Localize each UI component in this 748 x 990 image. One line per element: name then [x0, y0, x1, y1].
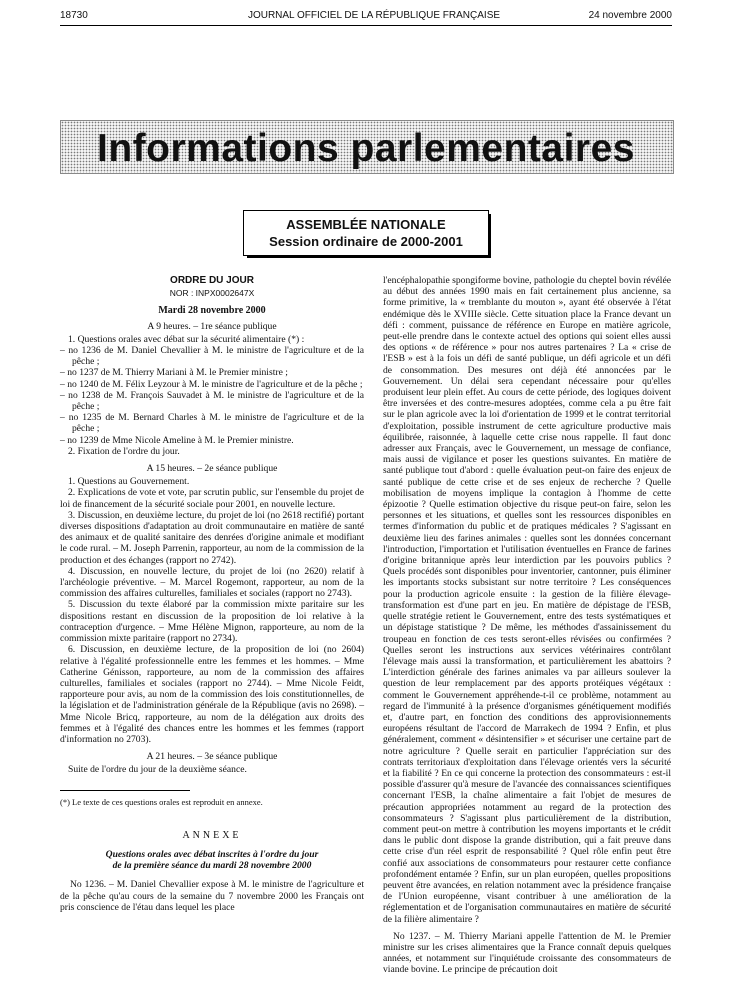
questions-title-line-1: Questions orales avec débat inscrites à l'ordre du jour — [105, 848, 319, 860]
right-column — [383, 275, 671, 976]
seance-1-heading: A 9 heures. – 1re séance publique — [147, 320, 277, 332]
session-name: Session ordinaire de 2000-2001 — [269, 234, 463, 249]
question-1236-continued: l'encéphalopathie spongiforme bovine, pathologie du cheptel bovin révélée au début des années 1990 mais en fait certainement plus ancienne, sa forme primitive, la « tremblante du mouton », ayant été observée à l'état endémique dès le XVIIIe siècle. Cette situation place la France devant un défi : comment, puissance de référence en Europe en matière agricole, peut-elle prendre dans le contexte actuel des options qui soient elles aussi des options « de référence » pour nos autres partenaires ? La « crise de l'ESB » est à la fois un défi de santé publique, un défi agricole et un défi de consommation. Des mesures ont déjà été annoncées par le Gouvernement. Un délai sera cependant nécessaire pour qu'elles produisent leur plein effet. Au cours de cette période, des logiques doivent être inversées et des contre-mesures adoptées, comme cela a pu être fait sur le plan agricole avec la loi d'orientation de 1999 et le contrat territorial d'exploitation, possible instrument de cette agriculture productive mais équilibrée, raisonnée, à laquelle cette crise nous rappelle. Il faut donc adresser aux Français, avec le Gouvernement, un message de confiance, mais aussi de vigilance et poser les questions suivantes. En matière de santé publique tout d'abord : quelle évaluation peut-on faire des enjeux de santé publique de cette crise et de ses enjeux de recherche ? Quelle mobilisation de moyens implique la contagion à l'homme de cette épizootie ? Quelle estimation objective du risque peut-on faire, selon les personnes et les situations, et quelles sont les ressources disponibles en termes d'information du public et de pratiques médicales ? S'agissant en deuxième lieu des farines animales : quelles sont les données concernant l'introduction, l'importation et l'utilisation éventuelles en France de farines d'origine britannique après leur interdiction par les pouvoirs publics ? Quels procédés sont disponibles pour inventorier, cantonner, puis éliminer les importants stocks subsistant sur notre territoire ? Les conséquences pour la production agricole ensuite : la gestion de la filière élevage-transformation est d'une part en jeu. En matière de dépistage de l'ESB, quelle stratégie retient le Gouvernement, entre des tests systématiques et un dépistage statistique ? De même, les méthodes d'assainissement du troupeau en fonction de ces tests seront-elles révisées ou confirmées ? Quelles seront les instructions aux services vétérinaires contrôlant l'élevage mais aussi la transformation, et particulièrement les abattoirs ? L'interdiction générale des farines animales va par ailleurs soulever la question de leur remplacement par des apports protéiques végétaux : comment le Gouvernement appréhende-t-il ce problème, notamment au regard de l'immunité à la présence d'organismes génétiquement modifiés et, d'autre part, en fonction des conditions des approvisionnements européens résultant de l'accord de Marrakech de 1994 ? Enfin, et plus généralement, comment « désintensifier » et sécuriser une certaine part de notre agriculture ? Quelle serait en particulier l'appréciation sur des contrats territoriaux d'exploitation dans l'élevage orientés vers la sécurité et la fiabilité ? En ce qui concerne la protection des consommateurs : est-il possible d'assurer qu'à mesure de l'avancée des connaissances scientifiques concernant l'ESB, la chaîne alimentaire a fait l'objet de mesures de précaution appropriées notamment au regard de la protection des consommateurs ? S'agissant plus particulièrement de la distribution, comment peut-on mettre à contribution les moyens importants et le crédit dans le public dont dispose la grande distribution, qui a fait preuve dans cette crise d'un réel esprit de responsabilité ? Quel rôle enfin peut être confié aux associations de consommateurs pour restaurer cette confiance profondément entamée ? Enfin, sur un plan européen, quelles propositions peuvent être avancées, en relation notamment avec la présidence française de l'Union européenne, visant contribuer à une amélioration de la réglementation et de l'organisation communautaires en matière de sécurité de la filière alimentaire ? — [383, 275, 671, 925]
question-entry: – no 1237 de M. Thierry Mariani à M. le Premier ministre ; — [60, 367, 288, 379]
assembly-name: ASSEMBLÉE NATIONALE — [286, 217, 446, 232]
agenda-item: 1. Questions orales avec débat sur la sécurité alimentaire (*) : — [68, 333, 305, 345]
banner-title: Informations parlementaires — [97, 127, 635, 170]
header-rule — [60, 25, 672, 26]
agenda-item: 1. Questions au Gouvernement. — [68, 476, 190, 488]
footnote-rule — [60, 790, 190, 791]
page-header — [0, 10, 748, 26]
footnote: (*) Le texte de ces questions orales est reproduit en annexe. — [60, 796, 263, 807]
issue-date: 24 novembre 2000 — [588, 10, 672, 21]
agenda-item: 2. Fixation de l'ordre du jour. — [68, 445, 180, 457]
agenda-item: 4. Discussion, en nouvelle lecture, du projet de loi (no 2620) relatif à l'archéologie préventive. – M. Marcel Rogemont, rapporteur, au nom de la commission des affaires culturelles, familiales et sociales (rapport no 2743). — [60, 565, 364, 600]
question-1237-text: No 1237. – M. Thierry Mariani appelle l'attention de M. le Premier ministre sur les crises alimentaires que la France connaît depuis quelques années, et notamment sur l'inquiétude croissante des consommateurs de viande bovine. Le principe de précaution doit — [383, 930, 671, 976]
question-entry: – no 1239 de Mme Nicole Ameline à M. le Premier ministre. — [60, 434, 294, 446]
questions-title-line-2: de la première séance du mardi 28 novembre 2000 — [112, 860, 312, 872]
left-column — [60, 275, 364, 913]
question-entry: – no 1235 de M. Bernard Charles à M. le ministre de l'agriculture et de la pêche ; — [60, 412, 364, 435]
question-entry: – no 1236 de M. Daniel Chevallier à M. le ministre de l'agriculture et de la pêche ; — [60, 345, 364, 368]
ordre-du-jour-heading: ORDRE DU JOUR — [170, 275, 254, 286]
agenda-item: 5. Discussion du texte élaboré par la commission mixte paritaire sur les dispositions restant en discussion de la proposition de loi relative à la contraception d'urgence. – Mme Hélène Mignon, rapporteure, au nom de la commission mixte paritaire (rapport no 2734). — [60, 599, 364, 645]
journal-title: JOURNAL OFFICIEL DE LA RÉPUBLIQUE FRANÇAISE — [247, 10, 501, 21]
seance-2-heading: A 15 heures. – 2e séance publique — [146, 463, 278, 475]
assembly-box — [243, 210, 489, 256]
sitting-date: Mardi 28 novembre 2000 — [158, 305, 266, 317]
question-entry: – no 1240 de M. Félix Leyzour à M. le ministre de l'agriculture et de la pêche ; — [60, 378, 363, 390]
agenda-item: 2. Explications de vote et vote, par scrutin public, sur l'ensemble du projet de loi de financement de la sécurité sociale pour 2001, en nouvelle lecture. — [60, 487, 364, 510]
questions-title — [60, 849, 364, 871]
agenda-item: Suite de l'ordre du jour de la deuxième séance. — [68, 764, 247, 776]
annexe-heading: ANNEXE — [182, 829, 242, 841]
page-number: 18730 — [60, 10, 88, 21]
nor-reference: NOR : INPX0002647X — [169, 288, 255, 299]
seance-3-heading: A 21 heures. – 3e séance publique — [146, 751, 278, 763]
agenda-item: 6. Discussion, en deuxième lecture, de la proposition de loi (no 2604) relative à l'égalité professionnelle entre les femmes et les hommes. – Mme Catherine Génisson, rapporteure, au nom de la commission des affaires culturelles, familiales et sociales (rapport no 2744). – Mme Nicole Feidt, rapporteure pour avis, au nom de la commission des lois constitutionnelles, de la législation et de l'administration générale de la République (avis no 2698). – Mme Nicole Bricq, rapporteure, au nom de la délégation aux droits des femmes et à l'égalité des chances entre les hommes et les femmes (rapport d'information no 2703). — [60, 644, 364, 745]
question-1236-text: No 1236. – M. Daniel Chevallier expose à M. le ministre de l'agriculture et de la pêche qu'au cours de la semaine du 7 novembre 2000 les Français ont pris conscience de l'étau dans lequel les place — [60, 879, 364, 913]
question-entry: – no 1238 de M. François Sauvadet à M. le ministre de l'agriculture et de la pêche ; — [60, 389, 364, 413]
agenda-item: 3. Discussion, en deuxième lecture, du projet de loi (no 2618 rectifié) portant diverses dispositions d'adaptation au droit communautaire en matière de santé des animaux et de qualité sanitaire des denrées d'origine animale et modifiant le code rural. – M. Joseph Parrenin, rapporteur, au nom de la commission de la production et des échanges (rapport no 2742). — [60, 509, 364, 566]
